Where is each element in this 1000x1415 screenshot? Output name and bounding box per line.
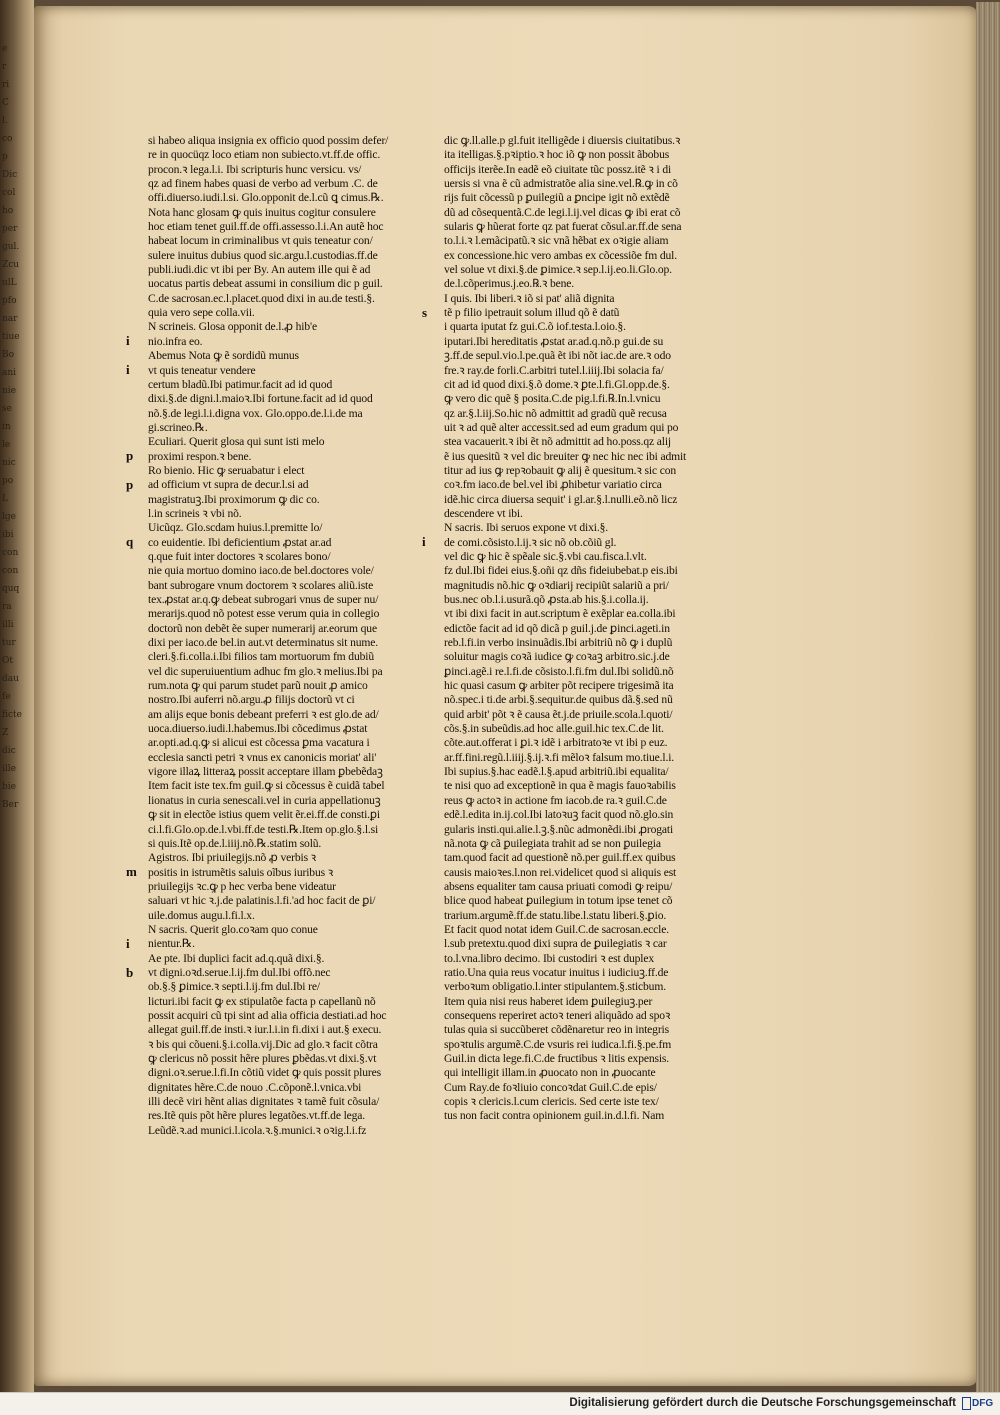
- text-line: Ibi supius.§.hac eadẽ.l.§.apud arbitriũ.ibi equalita/: [444, 765, 669, 779]
- text-line: Ae pte. Ibi duplici facit ad.q.quã dixi.§.: [148, 951, 325, 965]
- text-line: possit acquiri cũ tpi sint ad alia officia destiati.ad hoc: [148, 1008, 387, 1022]
- text-line: publi.iudi.dic vt ibi per By. An autem ille qui ẽ ad: [148, 263, 371, 277]
- text-line: hoc etiam tenet guil.ff.de offi.assesso.l.i.An autẽ hoc: [148, 220, 384, 234]
- paragraph: [126, 320, 420, 349]
- paragraph: [126, 851, 420, 923]
- spine-fragment: ra: [2, 602, 12, 612]
- text-line: edẽ.l.edita in.ij.col.Ibi latoꝛuꝫ facit quod nõ.glo.sin: [444, 808, 674, 822]
- text-line: ita itelligas.§.pꝛiptio.ꝛ hoc iõ ꝙ non possit ãbobus: [444, 148, 670, 162]
- text-line: causis maioꝛes.l.non rei.videlicet quod si aliquis est: [444, 865, 677, 879]
- text-line: de comi.cõsisto.l.ij.ꝛ sic nõ ob.cõiũ gl.: [444, 535, 617, 549]
- text-line: I quis. Ibi liberi.ꝛ iõ si pat' aliã dignita: [444, 291, 615, 305]
- text-line: Abemus Nota ꝙ ẽ sordidũ munus: [148, 349, 299, 363]
- text-line: tam.quod facit ad questionẽ nõ.per guil.ff.ex quibus: [444, 851, 676, 865]
- text-line: doctorũ non debẽt ẽe super numerarij ar.eorum que: [148, 621, 377, 635]
- text-line: N sacris. Ibi seruos expone vt dixi.§.: [444, 521, 608, 535]
- text-line: nio.infra eo.: [148, 334, 203, 348]
- text-line: cõs.§.in subeũdis.ad hoc alle.guil.hic tex.C.de lit.: [444, 722, 664, 736]
- spine-fragment: co: [2, 134, 13, 144]
- text-line: trarium.argumẽ.ff.de statu.libe.l.statu liberi.§.ꝑio.: [444, 908, 667, 922]
- margin-letter: m: [126, 864, 137, 880]
- digitization-footer: [0, 1392, 1000, 1415]
- text-line: fz dul.Ibi fidei eius.§.oñi qz dñs fideiubebat.p eis.ibi: [444, 564, 678, 578]
- text-line: vt digni.oꝛd.serue.l.ij.fm dul.Ibi offõ.nec: [148, 965, 331, 979]
- text-line: nõ.spec.i ti.de arbi.§.sequitur.de quibus dã.§.sed nũ: [444, 693, 673, 707]
- text-line: bus.nec ob.l.i.usurã.qõ ꝓsta.ab his.§.i.colla.ij.: [444, 593, 649, 606]
- spine-fragment: Dic: [2, 170, 18, 180]
- spine-fragment: tur: [2, 638, 16, 648]
- text-line: de.l.cõperimus.j.eo.℞.ꝛ bene.: [444, 277, 575, 291]
- margin-letter: i: [126, 362, 130, 378]
- text-line: certum bladũ.Ibi patimur.facit ad id quod: [148, 377, 333, 391]
- text-line: C.de sacrosan.ec.l.placet.quod dixi in au.de testi.§.: [148, 291, 375, 305]
- text-line: habeat locum in criminalibus vt quis teneatur con/: [148, 234, 373, 248]
- text-line: uocatus partis debeat assumi in consilium dic p guil.: [148, 277, 383, 291]
- spine-fragment: pfo: [2, 296, 17, 306]
- spine-fragment: nie: [2, 386, 17, 396]
- dfg-logo: [962, 1396, 994, 1411]
- spine-fragment: ficte: [2, 710, 22, 720]
- spine-fragment: Bo: [2, 350, 15, 360]
- text-line: magistratuꝫ.Ibi proximorum ꝙ dic co.: [148, 492, 320, 506]
- footer-credit: Digitalisierung gefördert durch die Deutsche Forschungsgemeinschaft: [569, 1397, 956, 1409]
- text-line: nõ.§.de legi.l.i.digna vox. Glo.oppo.de.l.i.de ma: [148, 406, 363, 420]
- spine-fragment: illi: [2, 620, 14, 630]
- text-line: q.que fuit inter doctores ꝛ scolares bono/: [148, 549, 331, 563]
- spine-fragment: e: [2, 44, 8, 54]
- text-line: Item quia nisi reus haberet idem ꝑuilegiuꝫ.per: [444, 994, 653, 1008]
- spine-fragment: ani: [2, 368, 17, 378]
- spine-fragment: ho: [2, 206, 14, 216]
- text-line: stea vacauerit.ꝛ ibi ẽt nõ admittit ad ho.poss.qz alij: [444, 435, 671, 449]
- text-line: ar.ff.fini.regũ.l.iiij.§.ij.ꝛ.fi mẽloꝛ falsum mo.tiue.l.i.: [444, 750, 675, 764]
- text-line: co euidentie. Ibi deficientium ꝓstat ar.ad: [148, 535, 332, 549]
- dfg-logo-mark: [962, 1397, 971, 1410]
- text-line: uile.domus augu.l.fi.l.x.: [148, 908, 255, 922]
- margin-letter: s: [422, 304, 427, 320]
- paragraph: [126, 349, 420, 435]
- text-line: res.Itẽ quis põt hẽre plures legatões.vt.ff.de lega.: [148, 1109, 366, 1123]
- text-line: tẽ p filio ipetrauit solum illud qõ ẽ datũ: [444, 306, 620, 320]
- paragraph: [422, 291, 716, 522]
- margin-letter: p: [126, 448, 134, 464]
- text-line: ad officium vt supra de decur.l.si ad: [148, 478, 309, 492]
- text-line: i quarta iputat fz gui.C.õ iof.testa.l.oio.§.: [444, 320, 626, 334]
- dfg-logo-text: DFG: [972, 1398, 994, 1409]
- text-line: sulere inuitus dubius quod sic.argu.l.custodias.ff.de: [148, 248, 378, 262]
- text-line: ob.§.§ ꝑimice.ꝛ septi.l.ij.fm dul.Ibi re/: [148, 980, 320, 994]
- spine-fragment: ibi: [2, 530, 14, 540]
- text-line: spoꝛtulis argumẽ.C.de vsuris rei iudica.l.fi.§.pe.fm: [444, 1037, 672, 1051]
- text-line: Leũdẽ.ꝛ.ad munici.l.icola.ꝛ.§.munici.ꝛ oꝛig.l.i.fz: [148, 1123, 367, 1137]
- spine-fragment: le: [2, 440, 11, 450]
- text-line: nã.nota ꝙ cã ꝑuilegiata trahit ad se non ꝑuilegia: [444, 836, 661, 850]
- text-line: re in quocüqz loco etiam non subiecto.vt.ff.de offic.: [148, 148, 381, 162]
- text-line: priuilegijs ꝛc.ꝙ p hec verba bene videatur: [148, 879, 336, 893]
- margin-letter: i: [422, 534, 426, 550]
- text-line: merarijs.quod nõ potest esse verum quia in collegio: [148, 607, 380, 621]
- text-line: vel dic superuiuentium adhuc fm glo.ꝛ melius.Ibi pa: [148, 664, 383, 678]
- spine-fragment: ulL: [2, 278, 17, 288]
- spine-fragment: p: [2, 152, 8, 162]
- margin-letter: q: [126, 534, 134, 550]
- text-line: rum.nota ꝙ qui parum studet parũ nouit ꝓ amico: [148, 679, 368, 693]
- text-line: lionatus in curia senescali.vel in curia appellationuꝫ: [148, 793, 381, 807]
- spine-fragment: ille: [2, 764, 16, 774]
- page-fore-edge: [976, 2, 1000, 1396]
- text-line: reus ꝙ actoꝛ in actione fm iacob.de ra.ꝛ guil.C.de: [444, 793, 667, 807]
- text-line: N scrineis. Glosa opponit de.l.ꝓ hib'e: [148, 320, 317, 334]
- text-line: bant subrogare vnum doctorem ꝛ scolares aliũ.iste: [148, 578, 374, 592]
- text-line: uersis si vna ẽ cũ admistratõe alia sine.vel.℞.ꝙ in cõ: [444, 177, 678, 191]
- facing-page-edge: [0, 0, 34, 1414]
- text-line: vigore illaꝝ litteraꝝ possit acceptare illam ꝑbebẽdaꝫ: [148, 765, 383, 779]
- spine-fragment: lge: [2, 512, 16, 522]
- text-line: uit ꝛ ad quẽ alter accessit.sed ad eum gradum qui po: [444, 420, 679, 434]
- paragraph: [422, 521, 716, 1123]
- paragraph: [126, 435, 420, 464]
- text-line: positis in istrumẽtis saluis oĩbus iuribus ꝛ: [148, 865, 334, 879]
- text-line: ar.opti.ad.q.ꝙ si alicui est cõcessa ꝑma vacatura i: [148, 736, 370, 750]
- text-line: l.in scrineis ꝛ vbi nõ.: [148, 506, 242, 520]
- spine-fragment: ri: [2, 80, 10, 90]
- paragraph: [444, 134, 716, 292]
- text-line: Item facit iste tex.fm guil.ꝙ si cõcessus ẽ cuidã tabel: [148, 779, 385, 793]
- text-line: to.l.i.ꝛ l.emãcipatũ.ꝛ sic vnã hẽbat ex oꝛigie aliam: [444, 234, 669, 248]
- spine-fragment: dic: [2, 746, 16, 756]
- spine-fragment: fe: [2, 692, 11, 702]
- text-line: Cum Ray.de foꝛliuio concoꝛdat Guil.C.de epis/: [444, 1080, 657, 1094]
- text-line: blice quod habeat ꝑuilegium in totum ipse tenet cõ: [444, 894, 673, 908]
- margin-letter: i: [126, 333, 130, 349]
- spine-fragment: per: [2, 224, 18, 234]
- text-line: ꝑinci.agẽ.i re.l.fi.de cõsisto.l.fi.fm dul.Ibi solidũ.nõ: [444, 664, 674, 678]
- text-line: ꝫ.ff.de sepul.vio.l.pe.quã ẽt ibi nõt iac.de are.ꝛ odo: [444, 349, 671, 363]
- text-line: Eculiari. Querit glosa qui sunt isti melo: [148, 435, 325, 449]
- spine-fragment: r: [2, 62, 7, 72]
- spine-fragment: nic: [2, 458, 16, 468]
- text-line: cleri.§.fi.colla.i.Ibi filios tam mortuorum fm dubiũ: [148, 650, 374, 664]
- text-line: titur ad ius ꝙ repꝛobauit ꝙ alij ẽ quesitum.ꝛ sic con: [444, 463, 676, 477]
- text-line: l.sub pretextu.quod dixi supra de ꝑuilegiatis ꝛ car: [444, 937, 667, 951]
- margin-letter: b: [126, 964, 134, 980]
- text-line: saluari vt hic ꝛ.j.de palatinis.l.fi.'ad hoc facit de ꝑi/: [148, 894, 376, 908]
- spine-fragment: bie: [2, 782, 16, 792]
- spine-fragment: gul.: [2, 242, 20, 252]
- paragraph: [126, 922, 420, 952]
- text-line: dignitates hẽre.C.de nouo .C.cõponẽ.l.vnica.vbi: [148, 1080, 362, 1094]
- text-line: absens equaliter tam causa priuati comodi ꝙ reipu/: [444, 879, 673, 893]
- text-line: cõte.aut.offerat i ꝑi.ꝛ idẽ i arbitratoꝛe vt ibi p euz.: [444, 736, 668, 750]
- paragraph: [126, 463, 420, 521]
- text-line: idẽ.hic circa diuersa sequit' i gl.ar.§.l.nulli.eõ.nõ licz: [444, 492, 678, 506]
- text-line: tulas quia si succũberet cõdẽnaretur reo in integris: [444, 1023, 669, 1037]
- text-line: gi.scrineo.℞.: [148, 420, 208, 434]
- text-line: cit ad id quod dixi.§.õ dome.ꝛ ꝑte.l.fi.Gl.opp.de.§.: [444, 377, 670, 391]
- text-line: te nisi quo ad exceptionẽ in qua ẽ magis fauoꝛabilis: [444, 779, 676, 793]
- text-line: quia vero sepe colla.vii.: [148, 306, 255, 320]
- text-line: officijs iterẽe.In eadẽ eõ ciuitate tũc possz.itẽ ꝛ i di: [444, 162, 672, 176]
- text-line: nientur.℞.: [148, 937, 195, 951]
- text-line: coꝛ.fm iaco.de bel.vel ibi ꝓhibetur variatio circa: [444, 478, 662, 492]
- spine-fragment: Zcu: [2, 260, 20, 270]
- spine-fragment: L: [2, 494, 8, 504]
- text-line: dixi per iaco.de bel.in aut.vt determinatus sit nume.: [148, 636, 378, 650]
- text-line: rijs fuit cõcessũ p ꝑuilegiũ a ꝑncipe igit nõ extẽdẽ: [444, 191, 670, 205]
- text-line: magnitudis nõ.hic ꝙ oꝛdiarij recipiũt salariũ a pri/: [444, 578, 669, 592]
- margin-letter: p: [126, 476, 134, 492]
- text-line: Uicũqz. Glo.scdam huius.l.premitte lo/: [148, 521, 323, 535]
- spine-fragment: po: [2, 476, 14, 486]
- spine-fragment: Ot: [2, 656, 13, 666]
- text-line: vt quis teneatur vendere: [148, 363, 256, 377]
- text-line: ecclesia sancti petri ꝛ vnus ex canonicis moriat' ali': [148, 750, 377, 764]
- text-line: N sacris. Querit glo.coꝛam quo conue: [148, 922, 318, 936]
- text-line: dũ ad cõsequentã.C.de legi.l.ij.vel dicas ꝙ ibi erat cõ: [444, 205, 681, 219]
- text-line: consequens reperiret actoꝛ teneri aliquãdo ad spoꝛ: [444, 1008, 671, 1022]
- text-line: ꝛ bis qui cõueni.§.i.colla.vij.Dic ad glo.ꝛ facit cõtra: [148, 1037, 378, 1051]
- text-line: descendere vt ibi.: [444, 506, 523, 520]
- spine-fragment: l.: [2, 116, 8, 126]
- text-line: qz ar.§.l.iij.So.hic nõ admittit ad gradũ quẽ recusa: [444, 406, 667, 420]
- text-line: vel solue vt dixi.§.de ꝑimice.ꝛ sep.l.ij.eo.li.Glo.op.: [444, 263, 672, 277]
- text-line: Et facit quod notat idem Guil.C.de sacrosan.eccle.: [444, 922, 669, 936]
- text-line: vel dic ꝙ hic ẽ spẽale sic.§.vbi cau.fisca.l.vlt.: [444, 549, 647, 563]
- text-line: verboꝛum obligatio.l.inter stipulantem.§.sticbum.: [444, 980, 666, 994]
- spine-fragment: con: [2, 548, 19, 558]
- text-line: si habeo aliqua insignia ex officio quod possim defer/: [148, 134, 389, 147]
- text-line: soluitur magis coꝛã iudice ꝙ coꝛaꝫ arbitro.sic.j.de: [444, 650, 670, 664]
- spine-fragment: con: [2, 566, 19, 576]
- text-line: iputari.Ibi hereditatis ꝓstat ar.ad.q.nõ.p gui.de su: [444, 334, 664, 348]
- text-line: Guil.in dicta lege.fi.C.de fructibus ꝛ litis expensis.: [444, 1052, 670, 1065]
- text-line: vt ibi dixi facit in aut.scriptum ẽ exẽplar ea.colla.ibi: [444, 607, 676, 621]
- text-line: ꝙ clericus nõ possit hẽre plures ꝑbẽdas.vt dixi.§.vt: [148, 1052, 377, 1065]
- text-line: ci.l.fi.Glo.op.de.l.vbi.ff.de testi.℞.Item op.glo.§.l.si: [148, 822, 379, 836]
- spine-fragment: C: [2, 98, 9, 108]
- text-line: tus non facit contra opinionem guil.in.d.l.fi. Nam: [444, 1109, 665, 1123]
- text-line: dic ꝙ.ll.alle.p gl.fuit itelligẽde i diuersis ciuitatibus.ꝛ: [444, 134, 681, 147]
- right-text-column: [422, 134, 716, 1124]
- text-line: Ro bienio. Hic ꝙ seruabatur i elect: [148, 463, 305, 477]
- text-line: si quis.Itẽ op.de.l.iiij.nõ.℞.statim solũ.: [148, 836, 322, 850]
- text-line: uoca.diuerso.iudi.l.habemus.Ibi cõcedimus ꝓstat: [148, 722, 368, 736]
- paragraph: [148, 134, 420, 320]
- text-line: reb.l.fi.in verbo insinuãdis.Ibi arbitriũ nõ ꝙ i duplũ: [444, 636, 673, 650]
- spine-fragment: quq: [2, 584, 20, 594]
- left-text-column: [126, 134, 420, 1138]
- text-line: hic quasi casum ꝙ arbiter põt recipere trigesimã ita: [444, 679, 674, 693]
- text-line: fre.ꝛ ray.de forli.C.arbitri tutel.l.iiij.Ibi solacia fa/: [444, 363, 664, 377]
- spine-fragment: se: [2, 404, 12, 414]
- text-line: am alijs eque bonis debeant preferri ꝛ est glo.de ad/: [148, 707, 379, 721]
- text-line: proximi respon.ꝛ bene.: [148, 449, 252, 463]
- text-line: copis ꝛ clericis.l.cum clericis. Sed certe iste tex/: [444, 1095, 659, 1109]
- text-line: quid arbit' põt ꝛ ẽ causa ẽt.j.de priuile.scola.l.quoti/: [444, 707, 673, 721]
- text-line: licturi.ibi facit ꝙ ex stipulatõe facta p capellanũ nõ: [148, 994, 376, 1008]
- text-line: digni.oꝛ.serue.l.fi.In cõtiũ videt ꝙ quis possit plures: [148, 1066, 381, 1080]
- text-line: gularis insti.qui.alie.l.ꝫ.§.nũc admonẽdi.ibi ꝓrogati: [444, 822, 674, 836]
- text-line: procon.ꝛ lega.l.i. Ibi scripturis hunc versicu. vs/: [148, 162, 362, 176]
- text-line: ratio.Una quia reus vocatur inuitus i iudiciuꝫ.ff.de: [444, 965, 669, 979]
- paragraph: [126, 521, 420, 851]
- text-line: sularis ꝙ hũerat forte qz pat fuerat cõsul.ar.ff.de sena: [444, 220, 682, 234]
- text-line: ẽ ius quesitũ ꝛ vel dic breuiter ꝙ nec hic nec ibi admit: [444, 449, 687, 463]
- spine-fragment: tiue: [2, 332, 20, 342]
- facing-page-fragments: [2, 40, 28, 814]
- text-line: to.l.vna.libro decimo. Ibi custodiri ꝛ est duplex: [444, 951, 655, 965]
- text-line: illi decẽ viri hẽnt alias dignitates ꝛ tamẽ fuit cõsula/: [148, 1095, 380, 1109]
- spine-fragment: Ber: [2, 800, 19, 810]
- paragraph: [126, 951, 420, 1138]
- text-line: ꝙ vero dic quẽ § posita.C.de pig.l.fi.℞.In.l.vnicu: [444, 392, 661, 406]
- spine-fragment: nar: [2, 314, 18, 324]
- text-line: offi.diuerso.iudi.l.si. Glo.opponit de.l.cũ ꝗ cimus.℞.: [148, 191, 384, 205]
- text-line: Agistros. Ibi priuilegijs.nõ ꝓ verbis ꝛ: [148, 851, 317, 865]
- spine-fragment: col: [2, 188, 16, 198]
- text-line: tex.ꝓstat ar.q.ꝙ debeat subrogari vnus de super nu/: [148, 593, 379, 606]
- text-line: edictõe facit ad id qõ dicã p guil.j.de ꝑinci.ageti.in: [444, 621, 670, 635]
- text-line: dixi.§.de digni.l.maioꝛ.Ibi fortune.facit ad id quod: [148, 392, 373, 406]
- text-line: nostro.Ibi auferri nõ.argu.ꝓ filijs doctorũ vt ci: [148, 693, 355, 707]
- text-line: qui intelligit illam.in ꝓuocato non in ꝓuocante: [444, 1066, 656, 1080]
- text-line: nie quia mortuo domino iaco.de bel.doctores vole/: [148, 564, 374, 578]
- text-line: Nota hanc glosam ꝙ quis inuitus cogitur consulere: [148, 205, 376, 219]
- spine-fragment: dau: [2, 674, 19, 684]
- text-line: qz ad finem habes quasi de verbo ad verbum .C. de: [148, 177, 378, 191]
- spine-fragment: Z: [2, 728, 9, 738]
- margin-letter: i: [126, 935, 130, 951]
- text-line: ex concessione.hic vero ambas ex cõcessiõe fm dul.: [444, 248, 677, 262]
- text-line: allegat guil.ff.de insti.ꝛ iur.l.i.in fi.dixi i aut.§ execu.: [148, 1023, 382, 1037]
- text-line: ꝙ sit in electõe istius quem velit ẽr.ei.ff.de consti.ꝑi: [148, 808, 380, 822]
- spine-fragment: in: [2, 422, 11, 432]
